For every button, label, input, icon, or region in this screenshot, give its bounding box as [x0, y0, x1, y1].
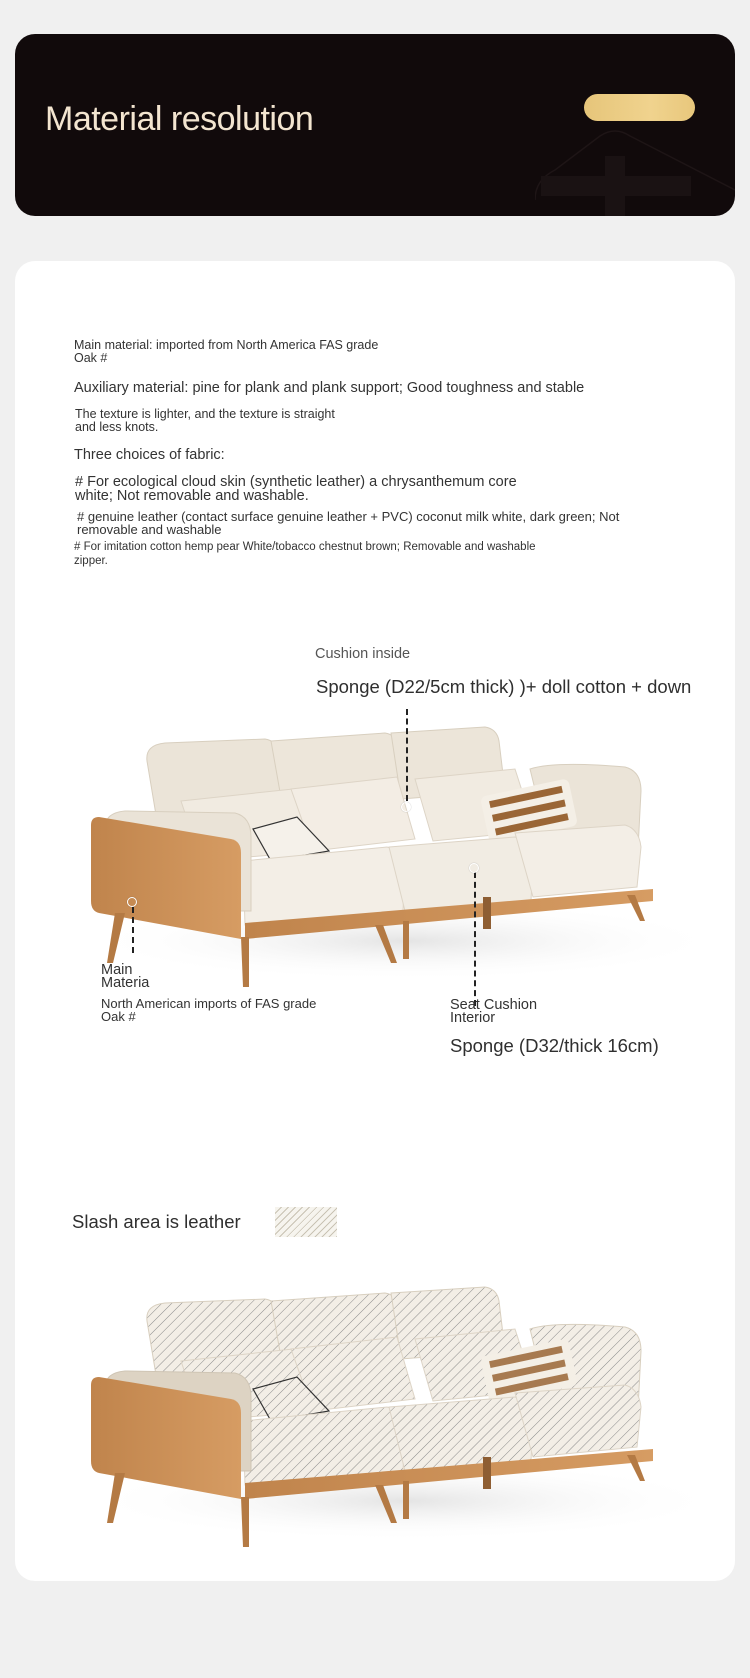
main-material-callout-line	[132, 907, 134, 953]
main-material-marker	[127, 897, 137, 907]
page-title: Material resolution	[45, 100, 314, 138]
texture-text: The texture is lighter, and the texture is straight	[75, 407, 335, 421]
main-material-text: Main material: imported from North America FAS grade	[74, 338, 379, 352]
seat-cushion-callout-line	[474, 872, 476, 1006]
fabric-option-2: # genuine leather (contact surface genuine leather + PVC) coconut milk white, dark green; Not	[77, 509, 620, 524]
main-material-label-2: Materia	[101, 975, 150, 991]
main-material-label: Main	[101, 962, 133, 978]
auxiliary-material-text: Auxiliary material: pine for plank and plank support; Good toughness and stable	[74, 380, 585, 396]
main-material-text-2: Oak #	[74, 351, 108, 365]
header-banner	[15, 34, 735, 216]
fabric-heading: Three choices of fabric:	[74, 447, 225, 463]
leather-hatch-swatch	[275, 1207, 337, 1237]
main-material-value: North American imports of FAS grade	[101, 996, 317, 1011]
cushion-inside-label: Cushion inside	[315, 646, 411, 662]
fabric-option-1: # For ecological cloud skin (synthetic leather) a chrysanthemum core	[75, 474, 517, 490]
fabric-option-2-line2: removable and washable	[77, 522, 222, 537]
cushion-inside-callout-line	[406, 709, 408, 801]
cushion-inside-marker	[401, 802, 411, 812]
sofa-image	[85, 701, 705, 1001]
fabric-option-3: # For imitation cotton hemp pear White/tobacco chestnut brown; Removable and washable	[74, 541, 536, 553]
header-badge-pill	[584, 94, 695, 121]
seat-cushion-label-2: Interior	[450, 1010, 496, 1026]
main-material-value-2: Oak #	[101, 1009, 136, 1024]
seat-cushion-marker	[469, 863, 479, 873]
material-card	[15, 261, 735, 1581]
house-watermark-icon	[535, 130, 735, 216]
fabric-option-1-line2: white; Not removable and washable.	[75, 488, 309, 504]
leather-legend-label: Slash area is leather	[72, 1211, 241, 1232]
sofa-leather-diagram	[85, 1261, 705, 1561]
seat-cushion-value: Sponge (D32/thick 16cm)	[450, 1035, 659, 1056]
fabric-option-3-line2: zipper.	[74, 555, 108, 567]
seat-cushion-label: Seat Cushion	[450, 997, 538, 1013]
texture-text-2: and less knots.	[75, 420, 159, 434]
cushion-inside-value: Sponge (D22/5cm thick) )+ doll cotton + down	[316, 676, 692, 697]
